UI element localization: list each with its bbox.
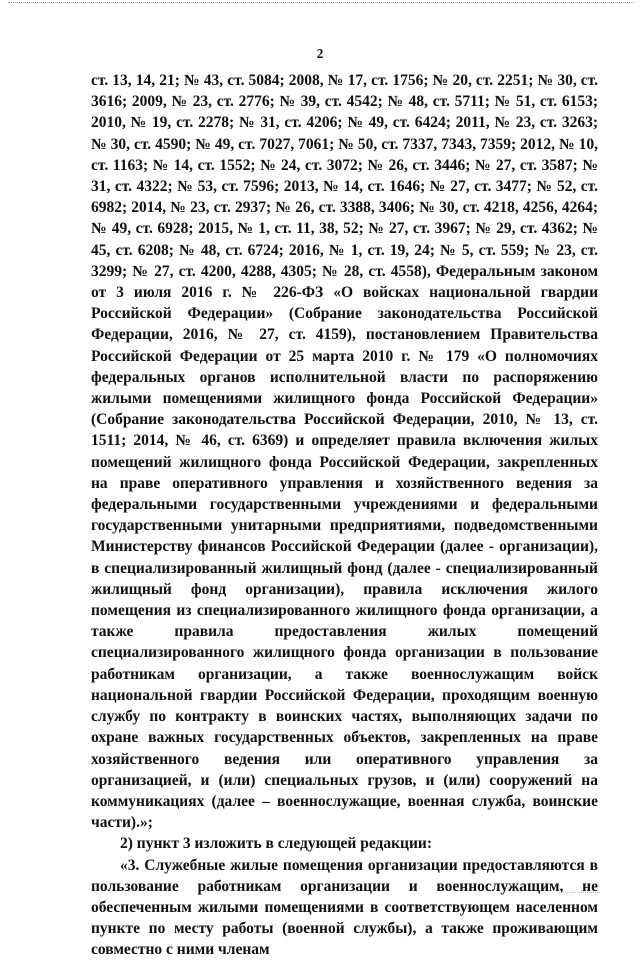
paragraph-item-2: 2) пункт 3 изложить в следующей редакции: (120, 835, 432, 853)
scan-bottom-mark (560, 892, 600, 893)
paragraph-continuation: ст. 13, 14, 21; № 43, ст. 5084; 2008, № 17, ст. 1756; № 20, ст. 2251; № 30, ст. 3616; 2009, № 23, ст. 2776; № 39, ст. 4542; № 48, ст. 5711; № 51, ст. 6153; 2010, № 19, ст. 2278; № 31, ст. 4206; № 49, ст. 6424; 2011, № 23, ст. 3263; № 30, ст. 4590; № 49, ст. 7027, 7061; № 50, ст. 7337, 7343, 7359; 2012, № 10, ст. 1163; № 14, ст. 1552; № 24, ст. 3072; № 26, ст. 3446; № 27, ст. 3587; № 31, ст. 4322; № 53, ст. 7596; 2013, № 14, ст. 1646; № 27, ст. 3477; № 52, ст. 6982; 2014, № 23, ст. 2937; № 26, ст. 3388, 3406; № 30, ст. 4218, 4256, 4264; № 49, ст. 6928; 2015, № 1, ст. 11, 38, 52; № 27, ст. 3967; № 29, ст. 4362; № 45, ст. 6208; № 48, ст. 6724; 2016, № 1, ст. 19, 24; № 5, ст. 559; № 23, ст. 3299; № 27, ст. 4200, 4288, 4305; № 28, ст. 4558), Федеральным законом от 3 июля 2016 г. № 226-ФЗ «О войсках национальной гвардии Российской Федерации» (Собрание законодательства Российской Федерации, 2016, № 27, ст. 4159), постановлением Правительства Российской Федерации от 25 марта 2010 г. № 179 «О полномочиях федеральных органов исполнительной власти по распоряжению жилыми помещениями жилищного фонда Российской Федерации» (Собрание законодательства Российской Федерации, 2010, № 13, ст. 1511; 2014, № 46, ст. 6369) и определяет правила включения жилых помещений жилищного фонда Российской Федерации, закрепленных на праве оперативного управления и хозяйственного ведения за федеральными государственными учреждениями и федеральными государственными унитарными предприятиями, подведомственными Министерству финансов Российской Федерации (далее - организации), в специализированный жилищный фонд (далее - специализированный жилищный фонд организации), правила исключения жилого помещения из специализированного жилищного фонда организации, а также правила предоставления жилых помещений специализированного жилищного фонда организации в пользование работникам организации, а также военнослужащим войск национальной гвардии Российской Федерации, проходящим военную службу по контракту в воинских частях, выполняющих задачи по охране важных государственных объектов, закрепленных на праве хозяйственного ведения или оперативного управления за организацией, и (или) специальных грузов, и (или) сооружений на коммуникациях (далее – военнослужащие, военная служба, воинские части).»; (91, 72, 598, 832)
page-number: 2 (316, 46, 324, 61)
paragraph-clause-3: «3. Служебные жилые помещения организации предоставляются в пользование работникам организации и военнослужащим, не обеспеченным жилыми помещениями в соответствующем населенном пункте по месту работы (военной службы), а также проживающим совместно с ними членам (91, 856, 598, 959)
scan-top-edge (8, 2, 634, 3)
document-body (91, 70, 598, 961)
